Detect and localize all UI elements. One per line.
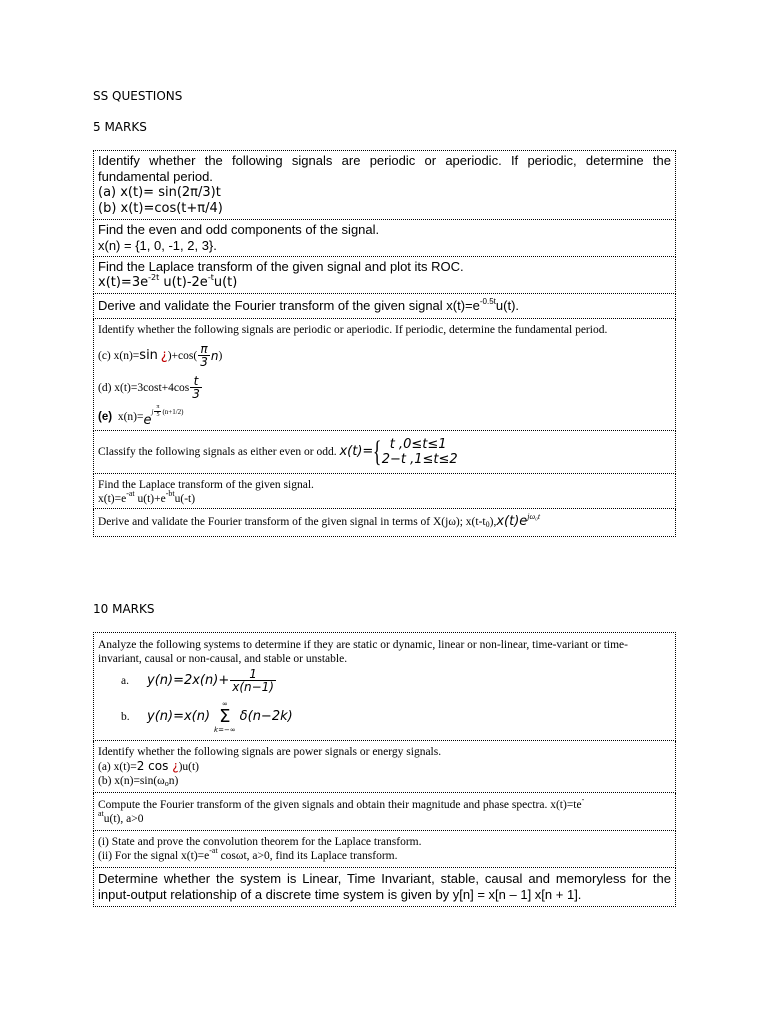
question-cell [94, 220, 676, 257]
signal-a: (a) x(t)=2 cos ¿)u(t) [98, 759, 200, 773]
five-marks-table [93, 150, 676, 537]
ten-marks-heading: 10 MARKS [93, 602, 155, 616]
question-cell [94, 633, 676, 741]
question-row [94, 509, 676, 537]
system-a: a. y(n)=2x(n)+ $\frac{1}{x(n-1)}$ [121, 667, 274, 694]
question-cell [94, 151, 676, 220]
signal-expression: x(n) = {1, 0, -1, 2, 3}. [98, 238, 217, 253]
question-cell: Derive and validate the Fourier transform of the given signal in terms of X(jω); $x(t-t_0),x(t)e^{j\omega_0t}$ [94, 509, 676, 537]
question-row [94, 319, 676, 431]
question-text: Derive and validate the Fourier transform of the given signal in terms of X(jω); x(t-t [98, 516, 486, 528]
signal-e: (e) x(n)= e j $\frac{\pi}{5}$ (n+1/2) [98, 404, 184, 428]
question-text: Find the Laplace transform of the given signal and plot its ROC. [98, 259, 464, 274]
question-row [94, 257, 676, 294]
question-text: Identify whether the following signals are periodic or aperiodic. If periodic, determine the fundamental period. [98, 153, 671, 184]
question-row [94, 868, 676, 907]
question-row [94, 294, 676, 319]
question-part-i: (i) State and prove the convolution theorem for the Laplace transform. [98, 836, 422, 848]
question-row [94, 431, 676, 474]
question-text: Identify whether the following signals are power signals or energy signals. [98, 746, 442, 758]
question-cell [94, 868, 676, 907]
signal-expression: $x(t)=e^{-at}$ $u(t)+e^{-bt}u(-t)$ [98, 489, 196, 505]
question-row [94, 220, 676, 257]
question-cell: Derive and validate the Fourier transform of the given signal $x(t)=e^{-0.5t}u(t)$. [94, 294, 676, 319]
question-cell [94, 431, 676, 474]
question-text: Derive and validate the Fourier transform of the given signal x(t)=e [98, 298, 480, 313]
question-row [94, 741, 676, 793]
question-text: Find the Laplace transform of the given signal. [98, 479, 314, 491]
summation: ∞ Σ k=−∞ [214, 700, 236, 734]
question-row [94, 474, 676, 509]
question-text: Find the even and odd components of the signal. [98, 222, 380, 237]
signal-expression: $x(t)=3e^{-2t}$ $u(t)-2e^{-t}u(t)$ [98, 273, 238, 290]
question-text: Classify the following signals as either even or odd. [98, 446, 337, 458]
piecewise-cases: t ,0≤t≤1 2−t ,1≤t≤2 [381, 437, 458, 467]
ten-marks-table [93, 632, 676, 907]
signal-b: (b) x(t)=cos(t+π/4) [98, 201, 223, 216]
question-text: Identify whether the following signals are periodic or aperiodic. If periodic, determine the fundamental period. [98, 324, 608, 336]
question-text: Compute the Fourier transform of the given signals and obtain their magnitude and phase spectra. x(t)=te [98, 799, 582, 811]
question-part-ii: (ii) For the signal $x(t)=e^{-at}$ cosωt, a>0, find its Laplace transform. [98, 846, 398, 862]
question-cell [94, 831, 676, 868]
signal-b: (b) $x(n)=\sin(\omega_on)$ [98, 775, 179, 788]
five-marks-heading: 5 MARKS [93, 120, 147, 134]
signal-c: (c) x(n)= sin ¿ )+cos( $\frac{\pi}{3}$ n ) [98, 342, 223, 369]
question-cell [94, 741, 676, 793]
question-text: Determine whether the system is Linear, Time Invariant, stable, causal and memoryless for the input-output relationship of a discrete time system is given by y[n] = x[n – 1] x[n + 1]. [98, 871, 671, 902]
question-row [94, 831, 676, 868]
question-cell [94, 319, 676, 431]
question-row [94, 151, 676, 220]
question-row [94, 793, 676, 831]
exponent: -0.5t [479, 297, 496, 306]
classify-question: Classify the following signals as either even or odd. x(t)= { t ,0≤t≤1 2−t ,1≤t≤2 [98, 435, 458, 468]
question-cell [94, 257, 676, 294]
system-b: b. y(n)=x(n) ∞ Σ k=−∞ δ(n−2k) [121, 700, 293, 734]
question-row [94, 633, 676, 741]
signal-a: (a) x(t)= sin(2π/3)t [98, 185, 221, 200]
question-text: Analyze the following systems to determine if they are static or dynamic, linear or non-linear, time-variant or time-invariant, causal or non-causal, and stable or unstable. [98, 639, 628, 665]
question-cell: Compute the Fourier transform of the given signals and obtain their magnitude and phase spectra. x(t)=te- $^{at}$u(t), a>0 [94, 793, 676, 831]
document-title: SS QUESTIONS [93, 89, 183, 103]
signal-d: (d) x(t)=3cost+4cos $\frac{t}{3}$ [98, 374, 200, 401]
question-cell [94, 474, 676, 509]
